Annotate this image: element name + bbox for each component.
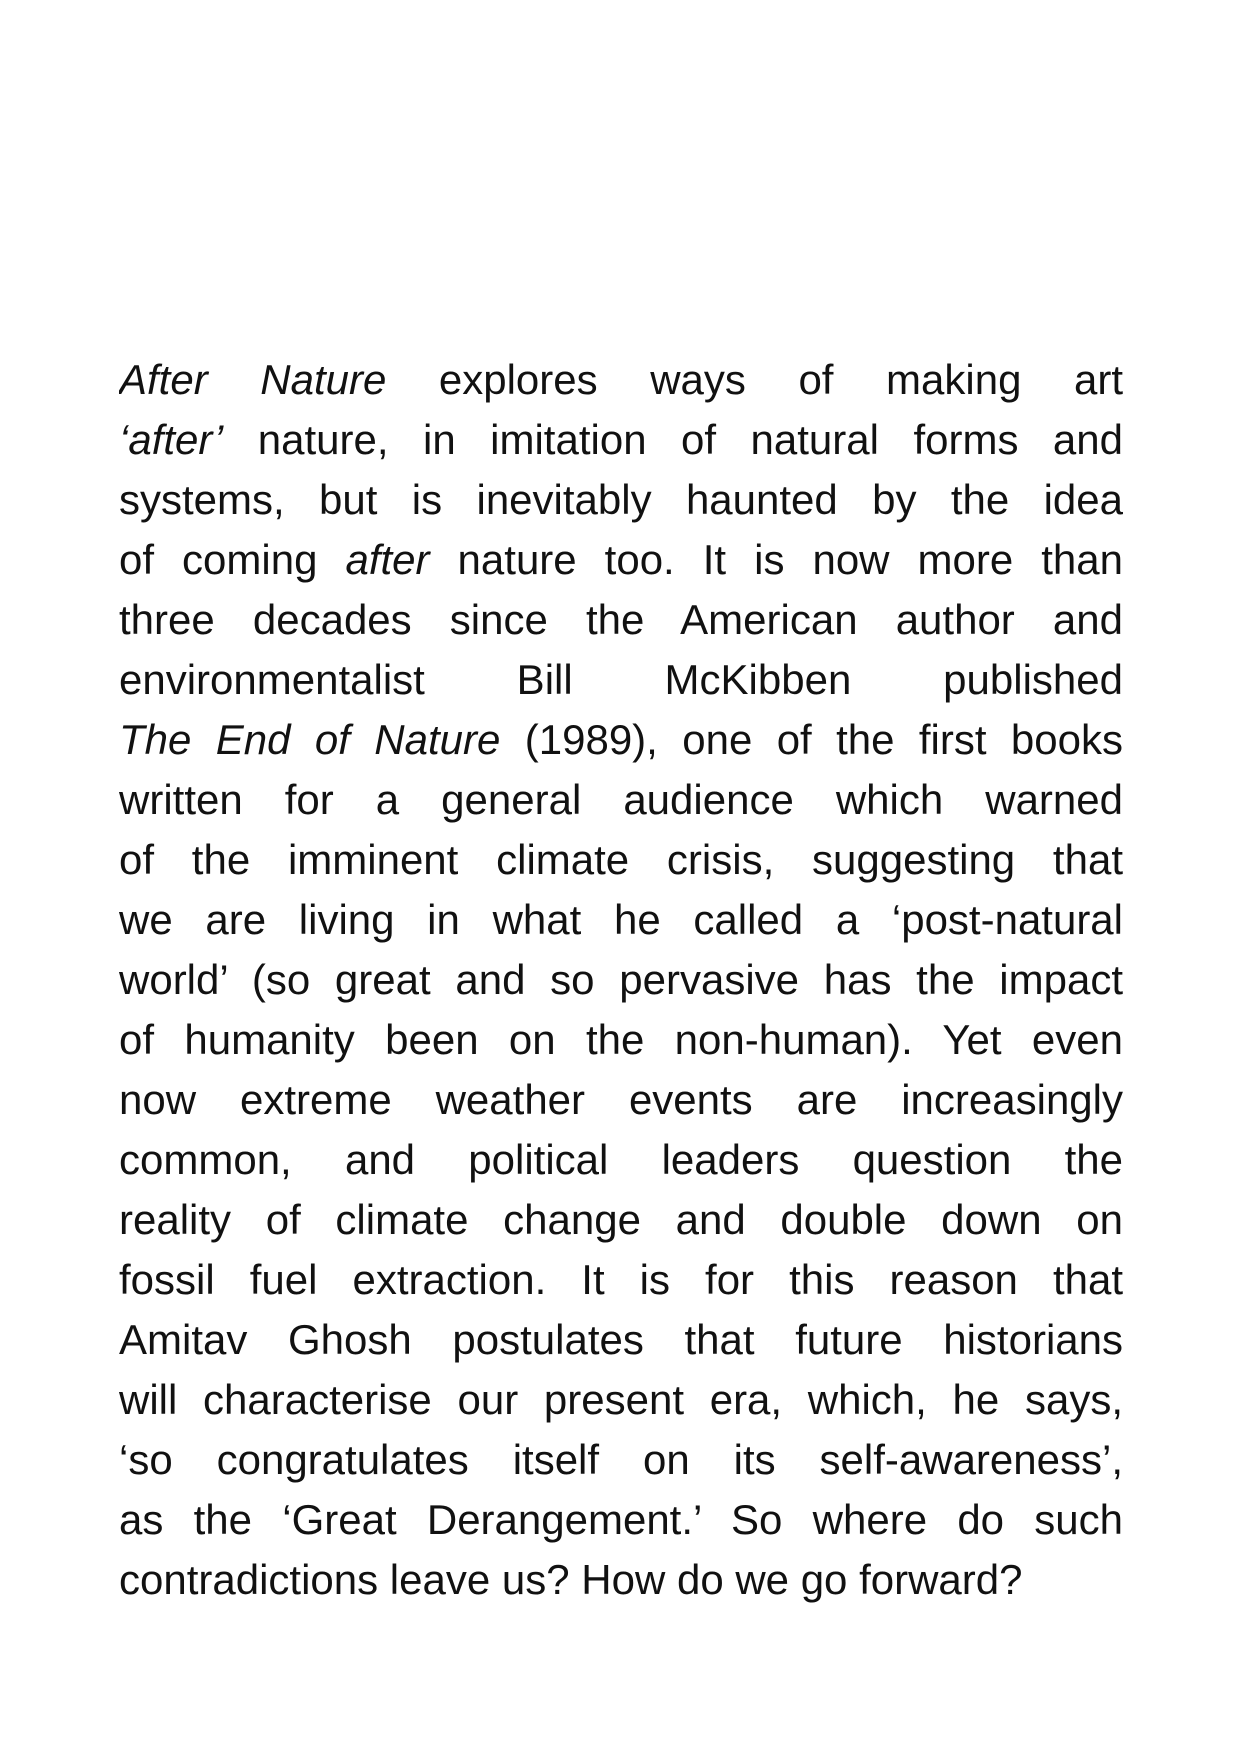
body-paragraph [119,350,1123,1610]
text-segment: environmentalist Bill McKibben published [119,656,1123,703]
text-line [119,830,1123,890]
text-segment: contradictions leave us? How do we go forward? [119,1556,1023,1603]
text-segment: of coming [119,536,346,583]
text-segment: Amitav Ghosh postulates that future historians [119,1316,1123,1363]
italic-text-segment: after [345,536,430,583]
text-line [119,1550,1123,1610]
text-segment: will characterise our present era, which, he says, [119,1376,1123,1423]
text-line [119,1250,1123,1310]
text-segment: world’ (so great and so pervasive has the impact [119,956,1123,1003]
text-segment: reality of climate change and double down on [119,1196,1123,1243]
italic-text-segment: ‘after’ [119,416,224,463]
text-segment: nature, in imitation of natural forms and [223,416,1123,463]
text-segment: as the ‘Great Derangement.’ So where do such [119,1496,1123,1543]
text-line [119,590,1123,650]
text-segment: common, and political leaders question the [119,1136,1123,1183]
text-line [119,530,1123,590]
text-segment: ‘so congratulates itself on its self-awareness’, [119,1436,1123,1483]
text-line [119,1130,1123,1190]
italic-text-segment: The End of Nature [119,716,501,763]
text-line [119,650,1123,710]
text-segment: (1989), one of the first books [500,716,1123,763]
text-line [119,1430,1123,1490]
text-line [119,1190,1123,1250]
text-line [119,1070,1123,1130]
text-line [119,350,1123,410]
text-segment: three decades since the American author and [119,596,1123,643]
text-line [119,770,1123,830]
text-line [119,1010,1123,1070]
text-line [119,890,1123,950]
text-segment: systems, but is inevitably haunted by the idea [119,476,1123,523]
text-segment: fossil fuel extraction. It is for this reason that [119,1256,1123,1303]
text-line [119,1370,1123,1430]
text-line [119,470,1123,530]
text-line [119,710,1123,770]
text-line [119,1310,1123,1370]
text-segment: explores ways of making art [386,356,1123,403]
text-line [119,950,1123,1010]
text-segment: nature too. It is now more than [429,536,1123,583]
text-line [119,410,1123,470]
text-segment: written for a general audience which warned [119,776,1123,823]
text-segment: now extreme weather events are increasingly [119,1076,1123,1123]
text-segment: of humanity been on the non-human). Yet even [119,1016,1123,1063]
italic-text-segment: After Nature [119,356,387,403]
text-segment: we are living in what he called a ‘post-natural [119,896,1123,943]
text-line [119,1490,1123,1550]
text-segment: of the imminent climate crisis, suggesting that [119,836,1123,883]
